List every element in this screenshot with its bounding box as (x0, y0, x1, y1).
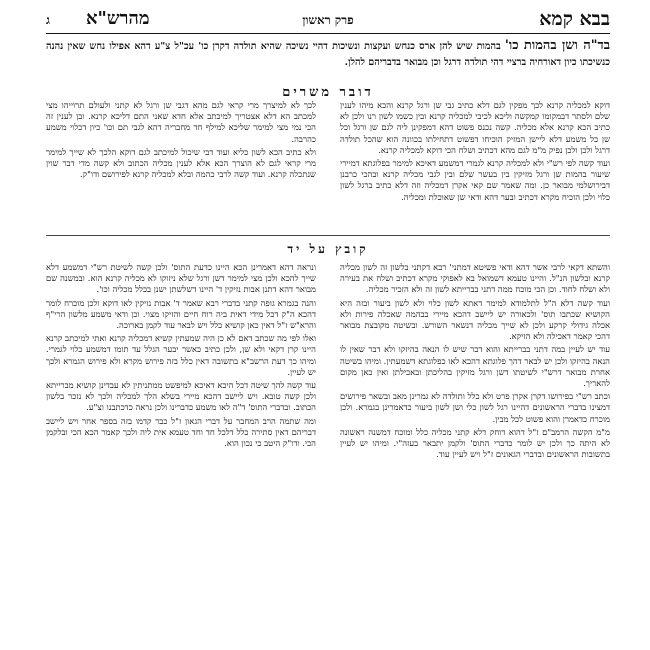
paragraph: ונראה דהא דאמרינן הכא היינו כדעת התוס' ולכן קשה לשיטת רש"י דמשמע דלא שייך להכא ולכן מצי למימר דשן ורגל שלא ניזוקו לא מכליה קרנא הוא. ובמשנה שם מבואר דהא דתנן אבות נזיקין ד' היינו דשלשתן ישנן בכלל מכליה וכו'. (46, 262, 316, 295)
top-quote (46, 38, 610, 72)
top-quote-lead: בד"ה ושן בהמות כו' (504, 38, 610, 53)
section2-left-column (46, 262, 316, 644)
paragraph: והנה בגמרא גופה קתני בדברי רבא שאמר ד' אבות נזיקין לאו דוקא ולכן מוכרח לומר דהכא ה"ק דכל מידי דאית ביה רוח חיים והזיקו מצוי. וכן ודאי משמע מלשון הרי"ף והרא"ש ז"ל דאין כאן קושיא כלל ויש לבאר עוד לקמן בארוכה. (46, 297, 316, 331)
running-header (46, 8, 610, 30)
top-quote-text: בהמות שיש להן ארס כנחש ועקצות ונשיכות דהיי נשיכה שהיא תולדה דקרן כו' עכ"ל צ"ע דהא אפילו נחש שאין נהנה כנשיכתו כיון דאורחיה ברציי דהי תולדה דרגל וכן מבואר בדבריהם להלן. (46, 41, 610, 68)
paragraph: עוד קשה להך שיטה דכל היכא דאיכא למיפשט ממתניתין לא עבדינן קושיא מברייתא ולכן קשה טובא. ויש ליישב דהכא מיירי בשלא הלך למכליה ולכך לא נזכר בלשון הכתוב. ובדברי התוס' ד"ה לאו משמע כדברינו ולכן נראה כדכתבנו וצ"ע. (46, 380, 316, 413)
section2-right-column (340, 262, 610, 644)
paragraph: עוד יש לעיין במה דתני בברייתא והוא דבר שיש לו הנאה בהיזקו ולא דבר שאין לו הנאה בהיזקו ולכן יש לבאר דהך פלוגתא דהכא לאו כפלוגתא דשמעתין. ומיהו בשיטה אחרת מבואר דרש"י לשיטתו דשן ורגל מזיקין בהליכתן ובאכילתן ואין כאן מקום להאריך. (340, 344, 610, 389)
paragraph: ומה שתמה הרב המחבר על דברי הגאון ז"ל כבר קדמו בזה בספר אחר ויש ליישב דבריהם דאין סתירה כלל דלכל חד וחד טעמא אית ליה ולכך קאמר הכא הכי ובלקמן הכי. ודו"ק היטב כי נכון הוא. (46, 415, 316, 449)
section1-right-column (340, 100, 610, 228)
section-divider (46, 235, 610, 236)
commentary-title: מהרש"א (86, 8, 150, 29)
paragraph: והשתא דקאי לרבי אשר דהא ודאי פשיטא דמתני' רבא דקתני בלשון זה לשון מכליה קרנא ובלשון הנ"ל. והיינו טעמא דשמואל בא לאפוקי מקרא דכתיב ושלח את בעירה ולא ושלח לחוד. וכן הכי מוכח ממה דתני בברייתא לשון זה ולא הזכיר מכליה. (340, 262, 610, 295)
chapter-title: פרק ראשון (302, 13, 354, 27)
paragraph: דוקא למכליה קרנא לכך מפקין לגם דלא כתיב גבי שן ורגל קרנא והכא מיהו לענין שלם ולסתר דבמקומו קמקשה וליכא לכיבי למכליה קרנא ובין כשמו לשון רנו ולכן לא כתיב הכא קרנא אלא מכליה. קשה נכנס פשוט דהא דמפקינן ליה לגם שן ורגל וכל שן כל משמע דלא ליישן המזיק הוכיחו דפשוט דתחילתו בכוונה הוא שהכל תולדה דרגל ולכן ולכן נפיק מ"מ לגם מהא דכתיב ושלח הכי דוקא למכליה קרנא. (340, 100, 610, 155)
paragraph: ועוד קשה לפי רש"י ולא למכליה קרנא לגמרי דמשמע דאיכא למימר בפלוגתא דמיירי שיעור בהמות שן ורגל מזיקין בין בעשר שלם ובין לגבי מכליה קרנא ובהכי כרבנן דבירושלמי מבואר כן. ומה שאמר שם קאי אקרן דמכליה וזה דלא כתיב ברגל לשון כלוי ולכן הוכיח מקרא דכתיב ובער דהא ודאי שן שאוכלת ומכליה. (340, 158, 610, 202)
paragraph: ועוד קשה דלא ה"ל לתלמודא למימר דאתא לשון כלוי ולא לשון ביעור ובזה היא הקושיא שכתבו תוס' ולכאורה יש ליישב דהכא מיירי בבהמה שאכלה פירות ולא אכלה גידולי קרקע ולכן לא שייך מכליה דנשאר השורש. ובשיטה מקובצת מבואר דהכי קאמר דאכילה ולא הזיקא. (340, 297, 610, 342)
section-title-dover-mesharim: דובר משרים (282, 85, 374, 100)
paragraph: ואלו לפי מה שכתב דאם לא כן היה שמעתין קשיא דמכליה קרנא ואתי למיכתב קרנא היינו קרן דקאי ולא שן, ולכן כתיב כאשר יבער הגלל עד תומו דמשמע כלוי לגמרי. ומיהו כך דעת הרשב"א בתשובה דאין כלל בזה פירוש מקרא ולא פירוש הגמרא ולכך יש לעיין. (46, 333, 316, 377)
header-rule (46, 33, 610, 34)
tractate-title: בבא קמא (539, 8, 610, 30)
paragraph: ולא כתיב הכא לשון כליא ועוד דבי שיכול למיכתב לגם דוקא הלכך לא שייך למימר מרי קראי לגם לא הוצרך הכא אלא לענין מכליה הכתוב ולא קשה מדי דבר שוין שנתכלה קרנא. ועוד קשה לרבי כהמה ובלא למכליה קרנא לפירושם ודו"ק. (46, 146, 316, 180)
paragraph: לכך לא למיצרך מרי קראי לגם מהא דגבי שן ורגל לא קתני ולעולם תרוייהו מצי למכתב הא דלא אצטריך למיכתב אלא חדא שאני התם דליכא קרנא. ובן לענין זה הכי נמי מצי למימר שליכא למילף חד מחבריה דהא לגבי תם וכו' כיון דכלוי משמע כהרבה. (46, 100, 316, 144)
paragraph: מ"מ הקשה הרמב"ם ז"ל דהוא דוחק דלא קתני מכליה כלל ומוכח דמשנה ראשונה לא היתה כך ולכן יש לומר כדברי התוס' ולקמן יתבאר בעזה"י. ומיהו יש לעיין בתשובות הראשונים ובדברי הגאונים ז"ל ויש לעיין עוד. (340, 426, 610, 460)
page-number: ג (46, 13, 50, 27)
section1-left-column (46, 100, 316, 228)
paragraph: וכתב רש"י בפירושו דקרן אקרן פרט ולא כלל ותולדה לא גמרינן מאב ובשאר פירושים דמצינו בדברי הראשונים דהיינו רגל לשון כלי ושן לשון ביעור כדאמרינן בגמרא. ולכן מוכרח כדאמרן והוא פשוט לכל מבין. (340, 391, 610, 424)
section-title-kovetz-al-yad: קובץ על יד (287, 242, 369, 256)
